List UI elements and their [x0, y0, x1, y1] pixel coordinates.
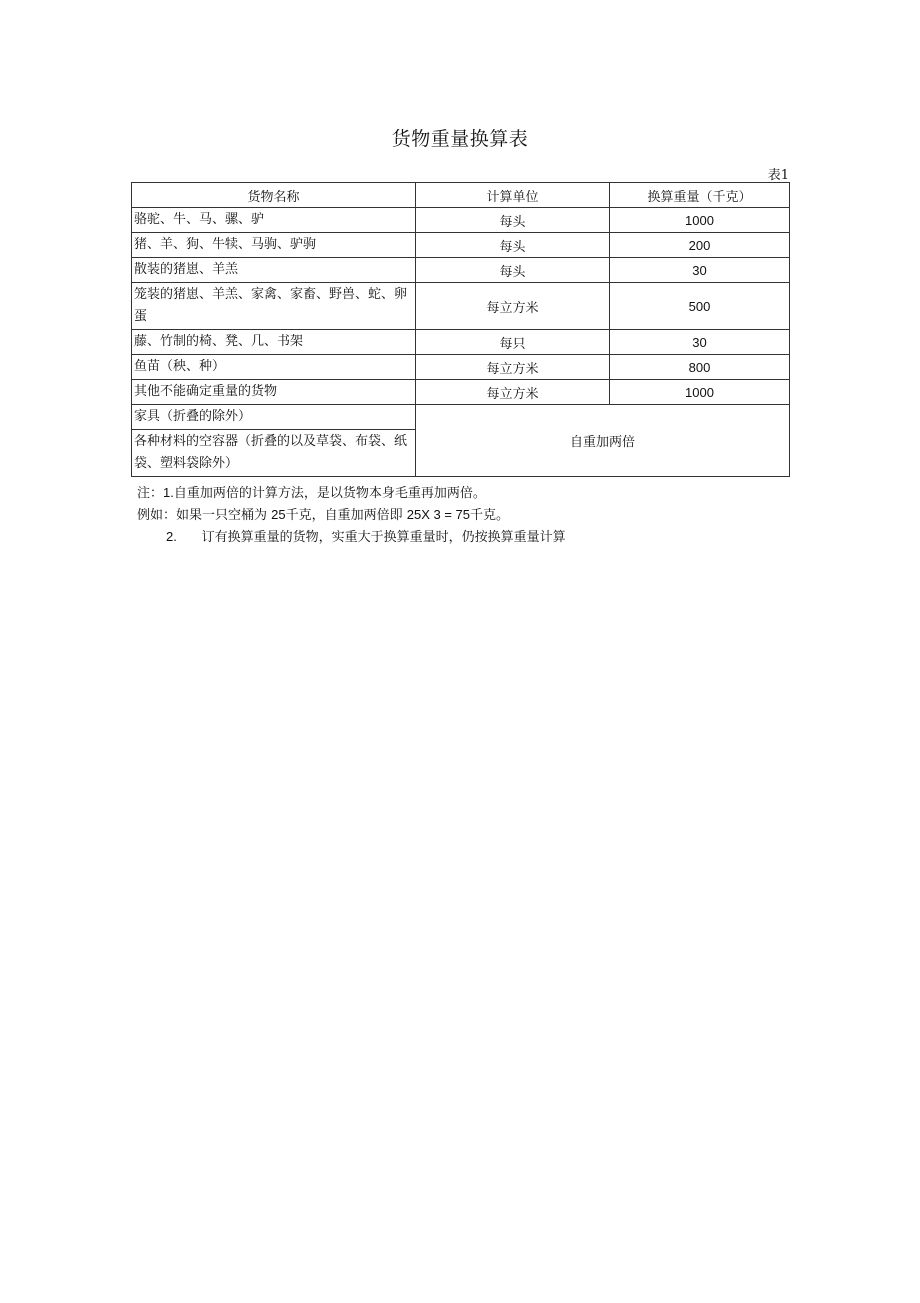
unit: 每立方米 [416, 380, 610, 405]
note-example: 例如：如果一只空桶为 25千克，自重加两倍即 25X 3 = 75千克。 [137, 507, 510, 523]
table-row [132, 405, 790, 430]
weight: 1000 [610, 208, 790, 233]
weight-conversion-table [131, 182, 790, 477]
unit: 每只 [416, 330, 610, 355]
goods-name: 猪、羊、狗、牛犊、马驹、驴驹 [132, 233, 416, 258]
weight: 800 [610, 355, 790, 380]
unit: 每头 [416, 208, 610, 233]
table-number-label: 表1 [767, 168, 789, 183]
goods-name: 其他不能确定重量的货物 [132, 380, 416, 405]
table-header-row [132, 183, 790, 208]
page-title: 货物重量换算表 [391, 128, 529, 150]
header-unit: 计算单位 [416, 183, 610, 208]
unit: 每头 [416, 233, 610, 258]
weight: 500 [610, 283, 790, 330]
unit: 每头 [416, 258, 610, 283]
unit: 每立方米 [416, 283, 610, 330]
table-row [132, 208, 790, 233]
table-row [132, 380, 790, 405]
note-2: 2. 订有换算重量的货物，实重大于换算重量时，仍按换算重量计算 [166, 529, 566, 545]
footnotes [137, 482, 566, 548]
table-row [132, 355, 790, 380]
header-weight: 换算重量（千克） [610, 183, 790, 208]
unit: 每立方米 [416, 355, 610, 380]
weight: 200 [610, 233, 790, 258]
goods-name: 各种材料的空容器（折叠的以及草袋、布袋、纸袋、塑料袋除外） [132, 430, 416, 477]
header-goods-name: 货物名称 [132, 183, 416, 208]
note-1: 注：1.自重加两倍的计算方法，是以货物本身毛重再加两倍。 [137, 485, 486, 501]
goods-name: 家具（折叠的除外） [132, 405, 416, 430]
merged-weight-note: 自重加两倍 [416, 405, 790, 477]
table-row [132, 330, 790, 355]
weight: 1000 [610, 380, 790, 405]
weight: 30 [610, 330, 790, 355]
goods-name: 散装的猪崽、羊羔 [132, 258, 416, 283]
weight: 30 [610, 258, 790, 283]
table-row [132, 283, 790, 330]
table-row [132, 233, 790, 258]
goods-name: 笼装的猪崽、羊羔、家禽、家畜、野兽、蛇、卵蛋 [132, 283, 416, 330]
goods-name: 藤、竹制的椅、凳、几、书架 [132, 330, 416, 355]
table-row [132, 258, 790, 283]
goods-name: 鱼苗（秧、种） [132, 355, 416, 380]
goods-name: 骆驼、牛、马、骡、驴 [132, 208, 416, 233]
